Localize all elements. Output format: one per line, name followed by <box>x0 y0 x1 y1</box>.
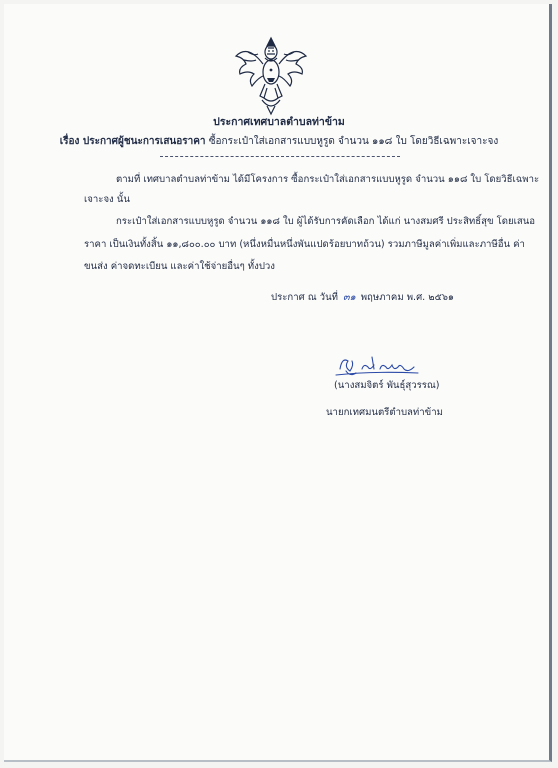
subject-label: เรื่อง ประกาศผู้ชนะการเสนอราคา <box>59 136 206 147</box>
announcement-date <box>271 290 454 305</box>
garuda-emblem-icon <box>234 34 308 116</box>
document-title: ประกาศเทศบาลตำบลท่าข้าม <box>213 116 345 128</box>
header-divider <box>160 156 400 157</box>
paragraph-2-line-1: กระเป๋าใส่เอกสารแบบหูรูด จำนวน ๑๑๘ ใบ ผู้ได้รับการคัดเลือก ได้แก่ นางสมศรี ประสิทธิ์สุข โดยเสนอ <box>116 216 536 227</box>
signatory-name: (นางสมจิตร์ พันธุ์สุวรรณ) <box>334 380 440 391</box>
date-day: ๓๑ <box>343 292 356 303</box>
paragraph-2-line-3: ขนส่ง ค่าจดทะเบียน และค่าใช้จ่ายอื่นๆ ทั้งปวง <box>84 261 275 272</box>
paragraph-2-line-2: ราคา เป็นเงินทั้งสิ้น ๑๑,๘๐๐.๐๐ บาท (หนึ่งหมื่นหนึ่งพันแปดร้อยบาทถ้วน) รวมภาษีมูลค่าเพิ่มและภาษีอื่น ค่า <box>84 239 525 250</box>
paragraph-1-line-1: ตามที่ เทศบาลตำบลท่าข้าม ได้มีโครงการ ซื้อกระเป๋าใส่เอกสารแบบหูรูด จำนวน ๑๑๘ ใบ โดยวิธีเฉพาะ <box>116 174 540 185</box>
date-month-year: พฤษภาคม พ.ศ. ๒๕๖๑ <box>360 292 455 303</box>
paragraph-1-line-2: เจาะจง นั้น <box>84 194 130 205</box>
subject-text: ซื้อกระเป๋าใส่เอกสารแบบหูรูด จำนวน ๑๑๘ ใบ โดยวิธีเฉพาะเจาะจง <box>205 136 499 147</box>
document-subject <box>0 134 558 149</box>
handwritten-signature <box>332 351 432 381</box>
signatory-position: นายกเทศมนตรีตำบลท่าข้าม <box>326 407 443 418</box>
date-prefix: ประกาศ ณ วันที่ <box>271 292 338 303</box>
